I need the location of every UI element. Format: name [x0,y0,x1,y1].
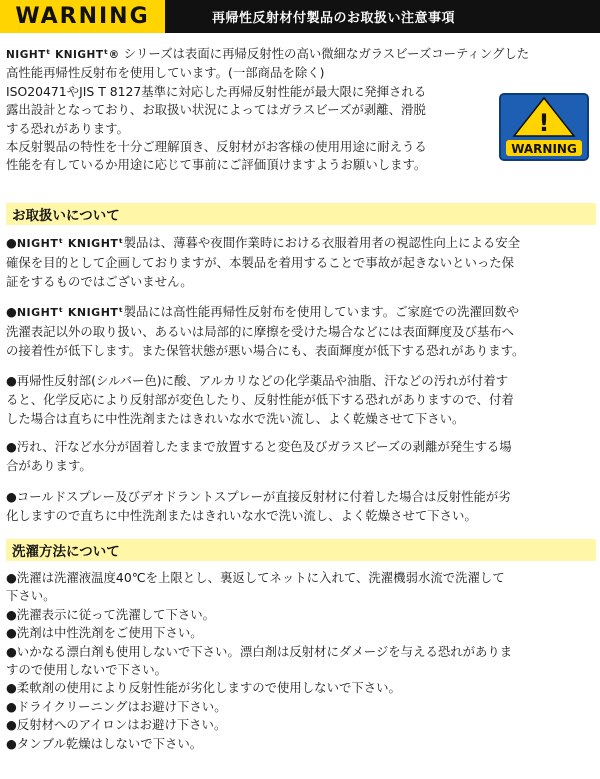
handling-paragraph-5: ●コールドスプレー及びデオドラントスプレーが直接反射材に付着した場合は反射性能が劣 化しますので直ちに中性洗剤またはきれいな水で洗い流し、よく乾燥させて下さい。 [6,489,511,523]
section-washing-title: 洗濯方法について [12,544,120,560]
brand-logo-inline: NIGHTᵗ KNIGHTᵗ [16,305,124,319]
intro-line-7: 性能を有しているか用途に応じて事前にご評価頂けますようお願いします。 [6,157,427,173]
section-handling-title-bar [6,203,596,225]
warning-badge [0,0,165,33]
list-item: ●反射材へのアイロンはお避け下さい。 [6,717,227,733]
section-washing-title-bar [6,539,596,561]
intro-line-3: ISO20471やJIS T 8127基準に対応した再帰反射性能が最大限に発揮される [6,83,427,99]
warning-badge-label: WARNING [15,4,150,29]
handling-paragraph-2: ●NIGHTᵗ KNIGHTᵗ製品には高性能再帰性反射布を使用しています。ご家庭での洗濯回数や 洗濯表記以外の取り扱い、あるいは局部的に摩擦を受けた場合などには表面輝度及び基布へ の接着性が低下します。また保管状態が悪い場合にも、表面輝度が低下する恐れがあります。 [6,304,525,358]
list-item: ●柔軟剤の使用により反射性能が劣化しますので使用しないで下さい。 [6,680,401,696]
handling-paragraph-1: ●NIGHTᵗ KNIGHTᵗ製品は、薄暮や夜間作業時における衣服着用者の視認性向上による安全 確保を目的として企画しておりますが、本製品を着用することで事故が起きないといった保 証をするものではございません。 [6,235,521,289]
washing-list [6,569,596,753]
intro-line-4: 露出設計となっており、お取扱い状況によってはガラスビーズが剥離、滑脱 [6,102,426,118]
handling-paragraph-3: ●再帰性反射部(シルバー色)に酸、アルカリなどの化学薬品や油脂、汗などの汚れが付着す ると、化学反応により反射部が変色したり、反射性能が低下する恐れがありますので、付着 した場合は直ちに中性洗剤またはきれいな水で洗い流し、よく乾燥させて下さい。 [6,373,514,426]
warning-header [0,0,600,33]
brand-logo: NIGHTᵗ KNIGHTᵗ® [6,47,120,61]
intro-line-5: する恐れがあります。 [6,120,129,136]
list-item: 下さい。 [6,588,56,604]
list-item: ●タンブル乾燥はしないで下さい。 [6,735,203,751]
page-title: 再帰性反射材付製品のお取扱い注意事項 [212,11,456,26]
intro-line-1: NIGHTᵗ KNIGHTᵗ® シリーズは表面に再帰反射性の高い微細なガラスビーズコーティングした [6,46,530,61]
list-item: ●洗濯は洗濯液温度40℃を上限とし、裏返してネットに入れて、洗濯機弱水流で洗濯して [6,570,505,585]
warning-sign-icon [498,92,590,162]
intro-line-6: 本反射製品の特性を十分ご理解頂き、反射材がお客様の使用用途に耐えうる [6,139,427,155]
brand-logo-inline: NIGHTᵗ KNIGHTᵗ [16,236,124,250]
list-item: ●洗濯表示に従って洗濯して下さい。 [6,606,216,622]
sign-symbol: ! [538,109,550,137]
list-item: すので使用しないで下さい。 [6,662,168,678]
list-item: ●いかなる漂白剤も使用しないで下さい。漂白剤は反射材にダメージを与える恐れがありま [6,643,513,659]
intro-line-2: 高性能再帰性反射布を使用しています。(一部商品を除く) [6,65,325,81]
section-handling-title: お取扱いについて [12,208,120,224]
handling-paragraph-4: ●汚れ、汗など水分が固着したままで放置すると変色及びガラスビーズの剥離が発生する場 合があります。 [6,439,512,473]
list-item: ●ドライクリーニングはお避け下さい。 [6,698,227,714]
sign-label: WARNING [511,142,577,156]
list-item: ●洗剤は中性洗剤をご使用下さい。 [6,625,203,641]
